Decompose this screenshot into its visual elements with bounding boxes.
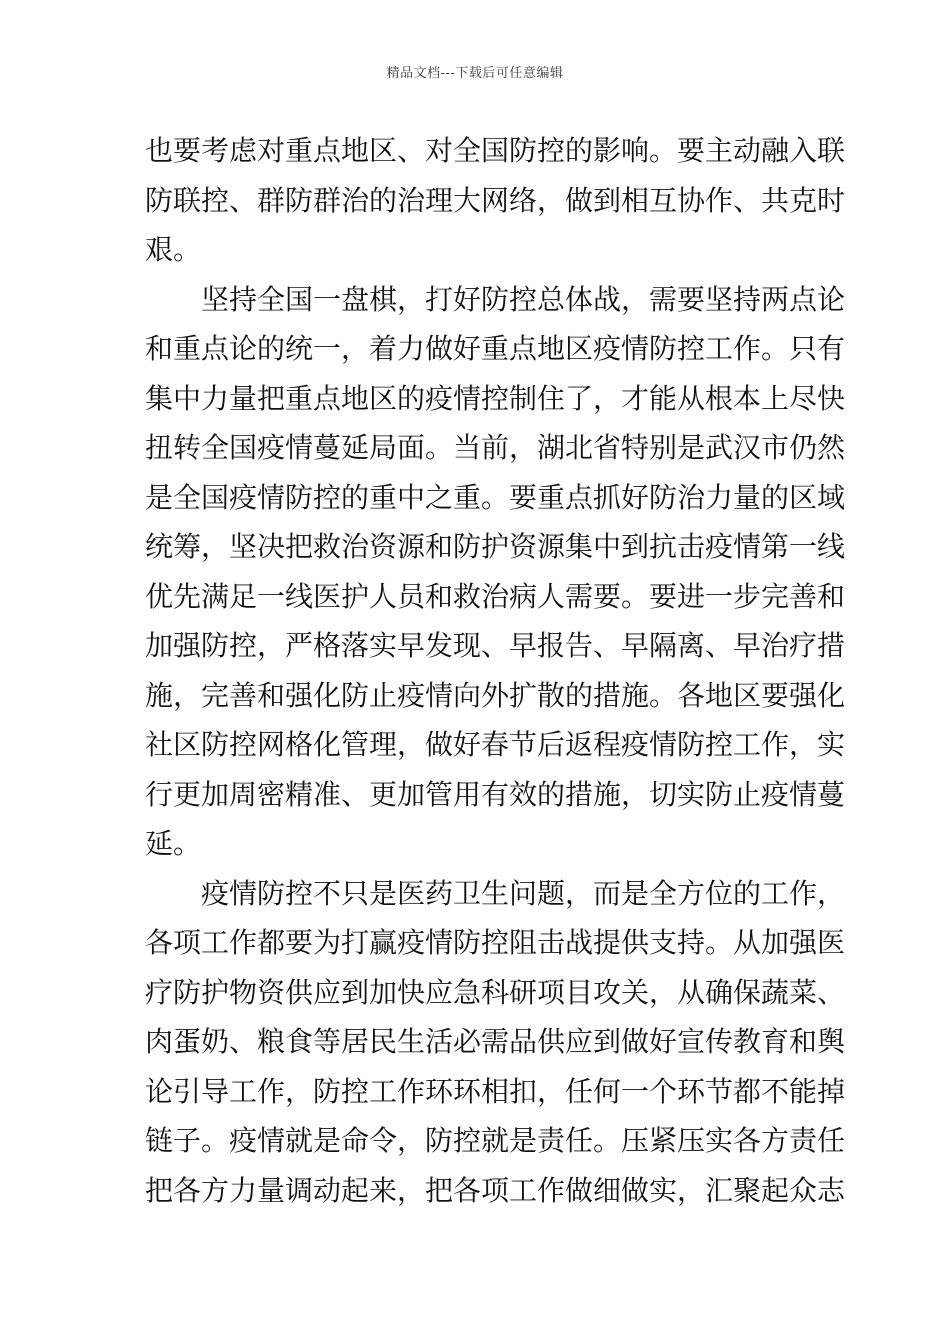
text-line: 肉蛋奶、粮食等居民生活必需品供应到做好宣传教育和舆 — [145, 1025, 846, 1058]
paragraph — [145, 275, 846, 869]
text-line: 论引导工作，防控工作环环相扣，任何一个环节都不能掉 — [145, 1074, 846, 1108]
text-line: 是全国疫情防控的重中之重。要重点抓好防治力量的区域 — [145, 480, 846, 514]
paragraph — [145, 869, 846, 1216]
text-line: 防联控、群防群治的治理大网络，做到相互协作、共克时 — [145, 183, 846, 217]
paragraph — [145, 126, 846, 275]
text-line: 加强防控，严格落实早发现、早报告、早隔离、早治疗措 — [145, 629, 846, 662]
text-line: 疫情防控不只是医药卫生问题，而是全方位的工作， — [201, 876, 846, 910]
text-line: 和重点论的统一，着力做好重点地区疫情防控工作。只有 — [145, 332, 846, 365]
text-line: 行更加周密精准、更加管用有效的措施，切实防止疫情蔓 — [145, 777, 846, 811]
text-line: 统筹，坚决把救治资源和防护资源集中到抗击疫情第一线 — [145, 530, 846, 563]
text-line: 各项工作都要为打赢疫情防控阻击战提供支持。从加强医 — [145, 926, 846, 959]
document-body — [145, 126, 846, 1215]
text-line: 链子。疫情就是命令，防控就是责任。压紧压实各方责任 — [145, 1124, 846, 1157]
text-line: 延。 — [145, 827, 202, 860]
text-line: 优先满足一线医护人员和救治病人需要。要进一步完善和 — [145, 579, 846, 613]
text-line: 疗防护物资供应到加快应急科研项目攻关，从确保蔬菜、 — [145, 975, 846, 1009]
text-line: 集中力量把重点地区的疫情控制住了，才能从根本上尽快 — [145, 381, 846, 415]
text-line: 坚持全国一盘棋，打好防控总体战，需要坚持两点论 — [201, 282, 846, 316]
text-line: 施，完善和强化防止疫情向外扩散的措施。各地区要强化 — [145, 678, 846, 712]
text-line: 也要考虑对重点地区、对全国防控的影响。要主动融入联 — [145, 134, 846, 167]
text-line: 把各方力量调动起来，把各项工作做细做实，汇聚起众志 — [145, 1173, 846, 1207]
text-line: 扭转全国疫情蔓延局面。当前，湖北省特别是武汉市仍然 — [145, 431, 846, 464]
text-line: 艰。 — [145, 233, 202, 266]
page-header: 精品文档---下载后可任意编辑 — [386, 66, 564, 81]
text-line: 社区防控网格化管理，做好春节后返程疫情防控工作，实 — [145, 728, 846, 761]
